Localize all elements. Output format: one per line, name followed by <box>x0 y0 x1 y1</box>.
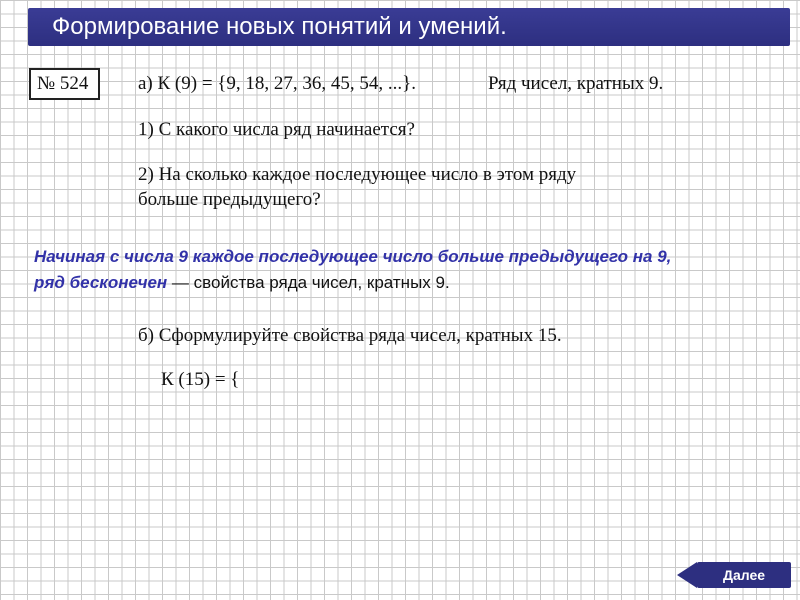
back-arrow-icon[interactable] <box>677 562 697 588</box>
slide-title: Формирование новых понятий и умений. <box>52 13 507 40</box>
part-a-formula: а) К (9) = {9, 18, 27, 36, 45, 54, ...}. <box>138 73 417 94</box>
question-1: 1) С какого числа ряд начинается? <box>138 119 415 140</box>
answer-paragraph <box>34 244 774 296</box>
slide-header <box>28 8 790 46</box>
part-a-caption: Ряд чисел, кратных 9. <box>488 73 664 94</box>
next-button[interactable]: Далее <box>697 562 791 588</box>
task-number: № 524 <box>37 73 89 94</box>
answer-rest: — свойства ряда чисел, кратных 9. <box>167 273 450 292</box>
part-b-prompt: б) Сформулируйте свойства ряда чисел, кратных 15. <box>138 325 562 346</box>
answer-emphasis-line-2: ряд бесконечен <box>34 273 168 292</box>
part-b-formula: К (15) = { <box>161 369 240 390</box>
task-number-box <box>29 68 100 100</box>
question-2-line-2: больше предыдущего? <box>138 189 321 210</box>
answer-emphasis-line-1: Начиная с числа 9 каждое последующее число больше предыдущего на 9, <box>34 247 672 266</box>
question-2-line-1: 2) На сколько каждое последующее число в этом ряду <box>138 164 577 185</box>
